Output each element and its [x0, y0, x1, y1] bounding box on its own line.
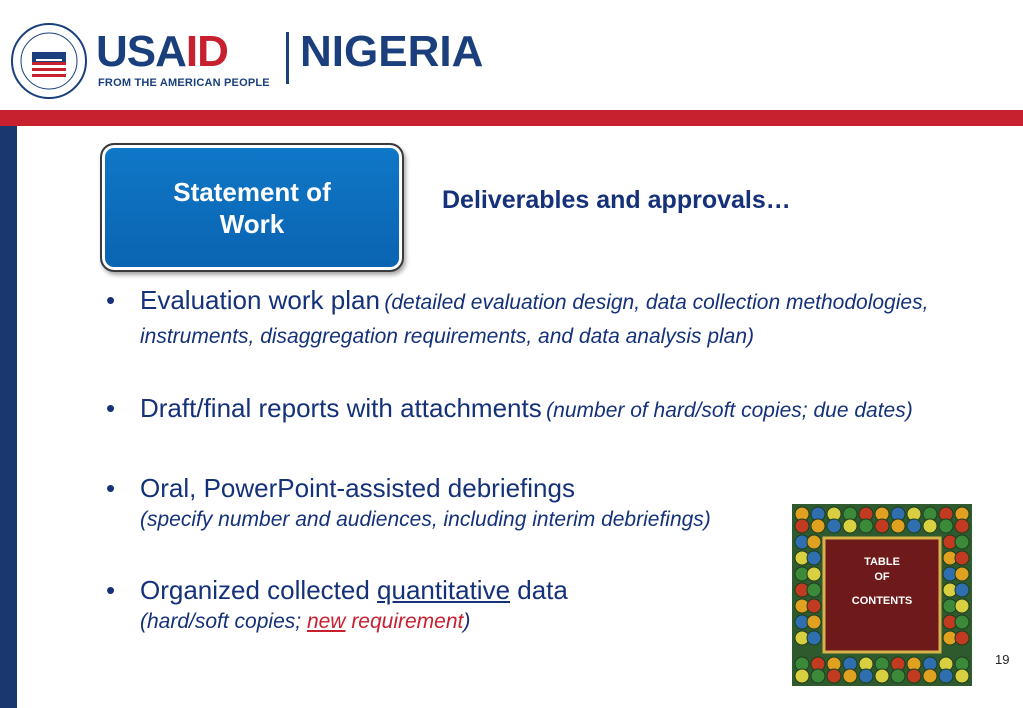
- bullet-main-text: Evaluation work plan: [140, 285, 380, 315]
- usaid-logo: [96, 27, 228, 76]
- bullet-dot: •: [106, 575, 116, 605]
- slide-subtitle: Deliverables and approvals…: [442, 186, 791, 214]
- bullet-note: (detailed evaluation design, data collection methodologies, instruments, disaggregation requirements, and data analysis plan): [140, 291, 929, 348]
- page-number: 19: [995, 652, 1010, 667]
- slide-header: [0, 0, 1023, 110]
- bullet-main-text: Oral, PowerPoint-assisted debriefings: [140, 473, 575, 503]
- logo-divider: [286, 32, 289, 84]
- note-before: (hard/soft copies;: [140, 610, 302, 633]
- new-word: new: [306, 610, 346, 633]
- bullet-main-before: Organized collected: [140, 575, 370, 605]
- bullet-item: [100, 472, 780, 535]
- statement-of-work-box: [100, 143, 404, 272]
- bullet-main-text: [140, 574, 780, 606]
- bullet-note: [140, 606, 780, 637]
- usaid-seal-icon: [10, 22, 88, 100]
- bullet-main-after: data: [517, 575, 568, 605]
- bullet-note: (number of hard/soft copies; due dates): [546, 399, 913, 422]
- toc-line-2: OF: [874, 571, 890, 583]
- country-name: NIGERIA: [300, 27, 484, 76]
- bullet-note: (specify number and audiences, including interim debriefings): [140, 508, 711, 531]
- note-after: ): [463, 610, 471, 633]
- header-red-rule: [0, 110, 1023, 126]
- logo-usa: USA: [96, 27, 186, 76]
- bullet-dot: •: [106, 285, 116, 315]
- bullet-dot: •: [106, 393, 116, 423]
- bullet-item: [100, 284, 970, 355]
- logo-tagline: FROM THE AMERICAN PEOPLE: [98, 77, 270, 89]
- bullet-item: [100, 574, 780, 637]
- quantitative-word: quantitative: [377, 575, 511, 605]
- toc-line-1: TABLE: [864, 556, 900, 568]
- requirement-word: requirement: [351, 610, 464, 633]
- left-blue-stripe: [0, 126, 17, 708]
- toc-line-3: CONTENTS: [851, 595, 913, 607]
- logo-id: ID: [185, 27, 228, 76]
- bullet-main-text: Draft/final reports with attachments: [140, 393, 542, 423]
- bullet-dot: •: [106, 473, 116, 503]
- table-of-contents-image: [792, 504, 972, 686]
- bullet-item: [100, 392, 990, 429]
- sow-box-label: Statement of Work: [173, 176, 331, 239]
